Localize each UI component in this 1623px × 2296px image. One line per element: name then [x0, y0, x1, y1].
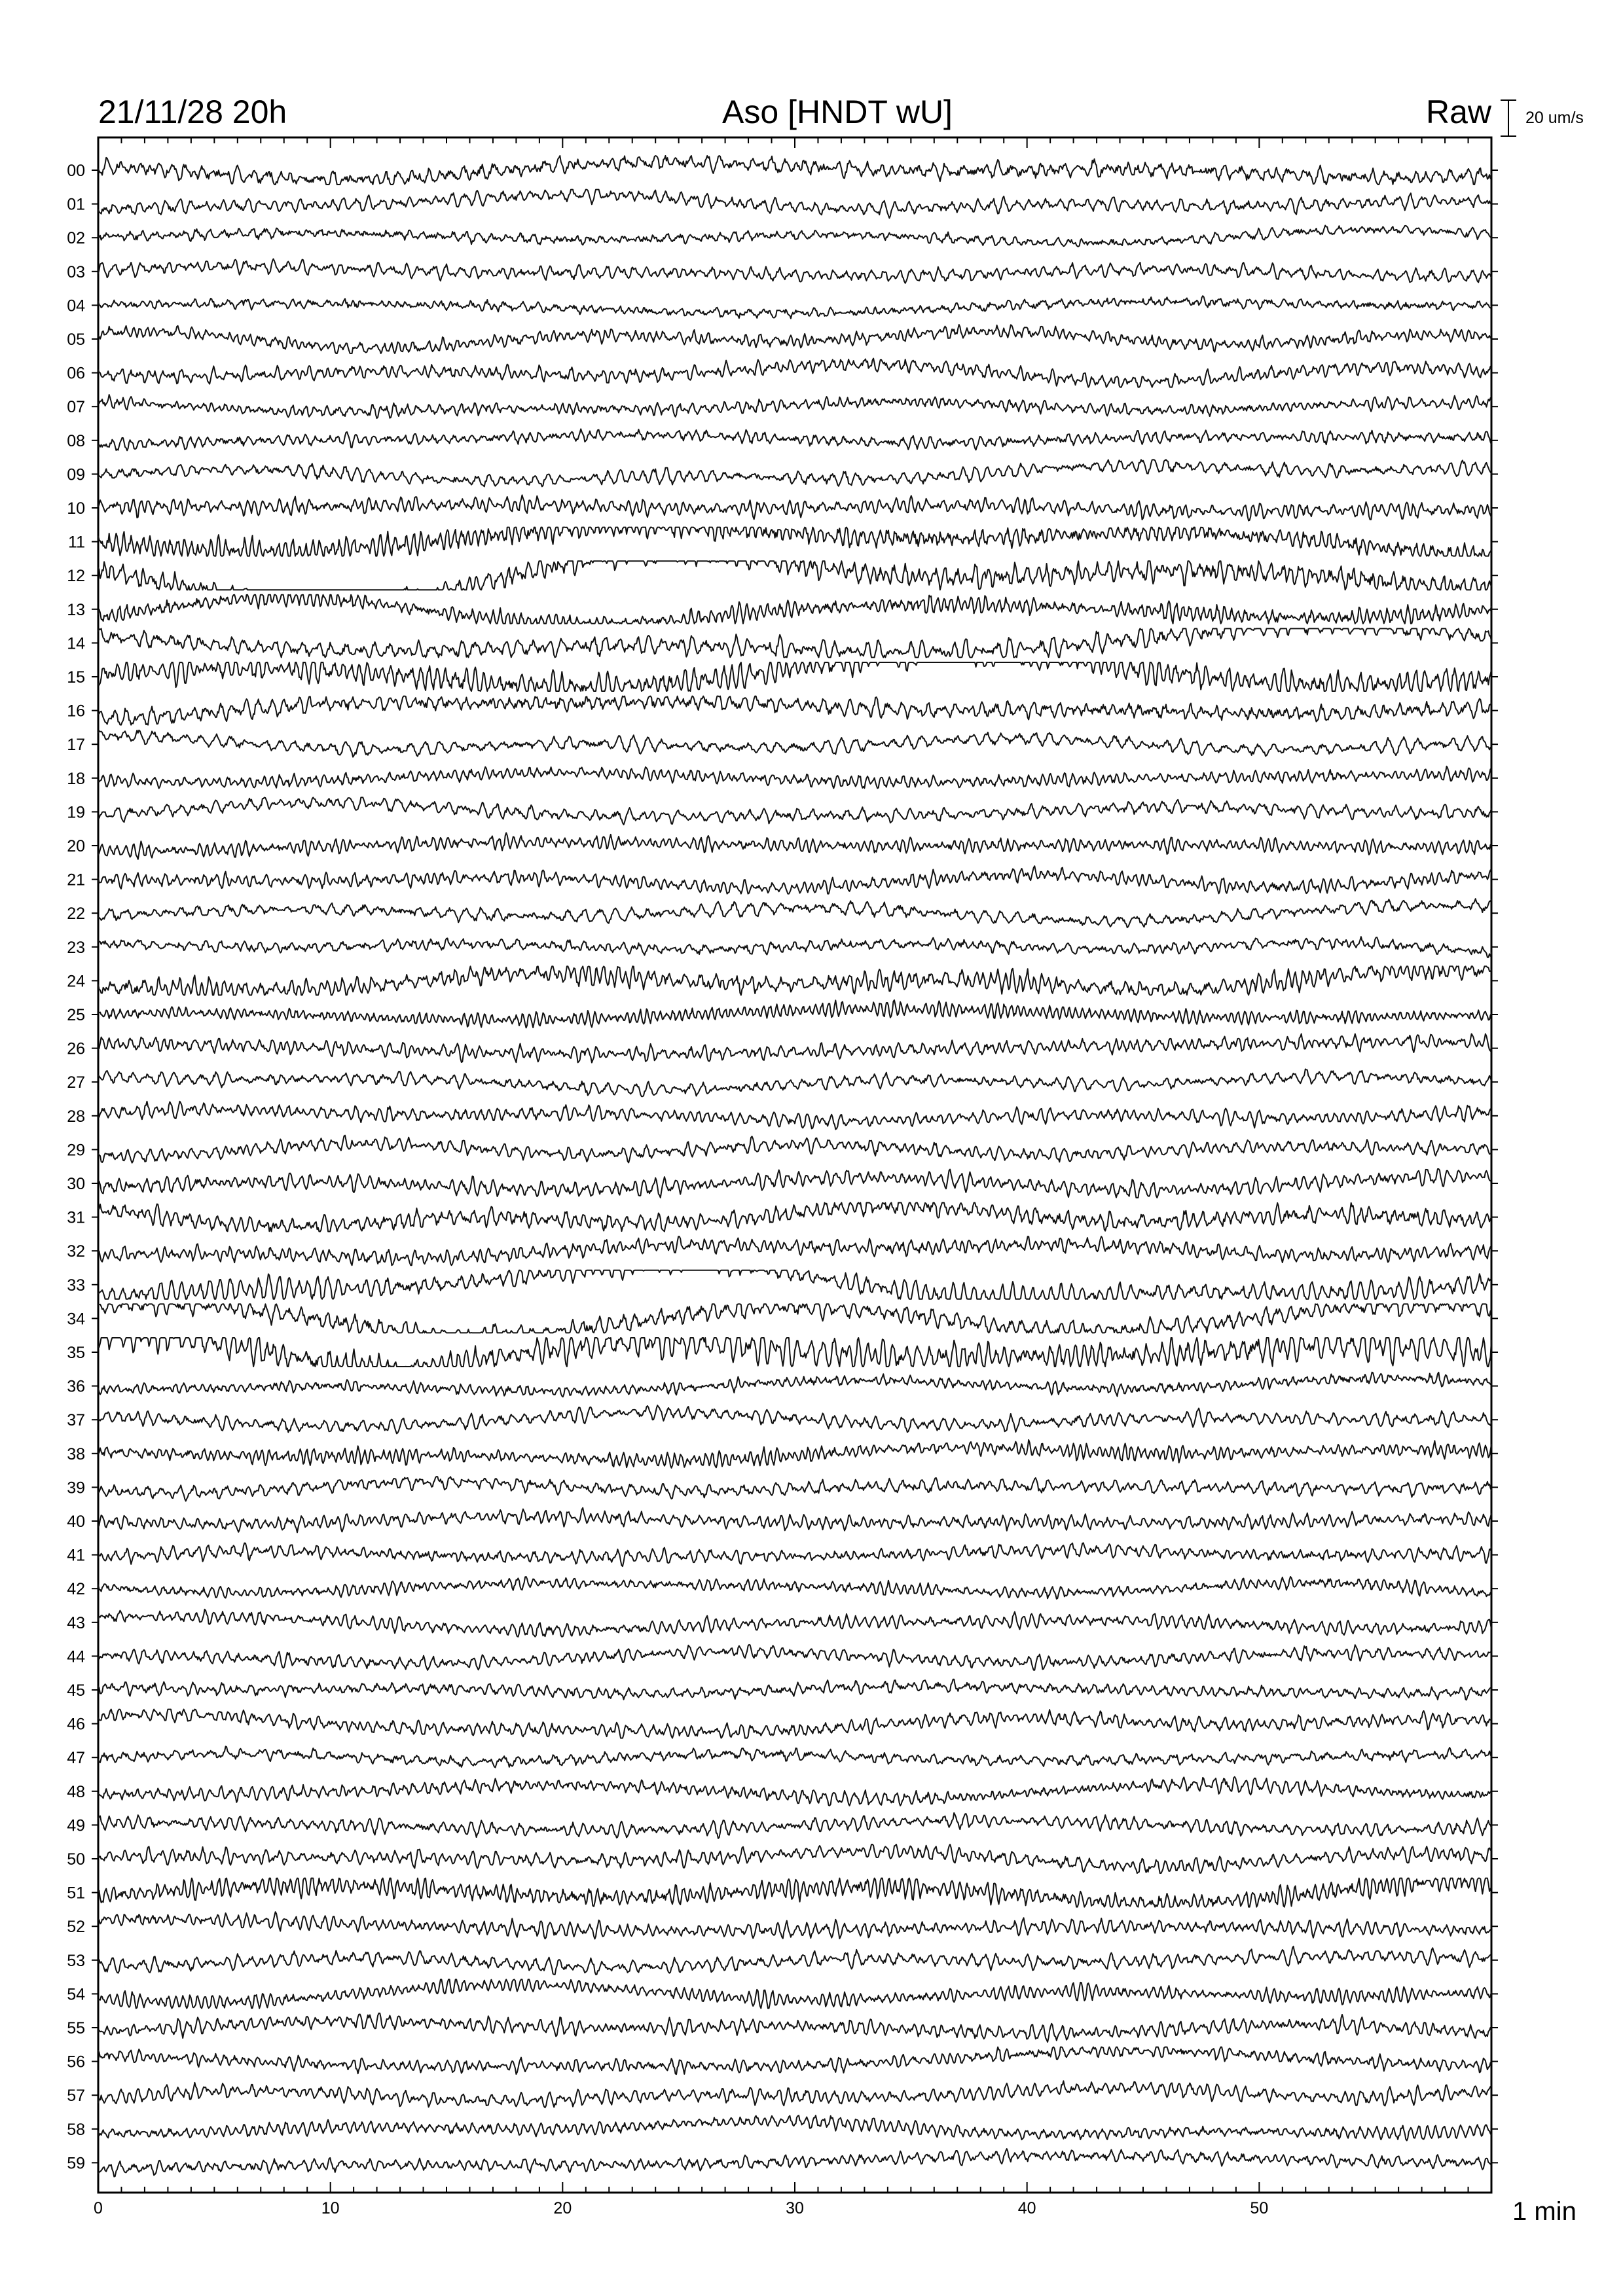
row-label-42: 42 — [67, 1580, 85, 1599]
row-label-59: 59 — [67, 2154, 85, 2173]
row-label-17: 17 — [67, 736, 85, 755]
trace-row-42 — [98, 1577, 1491, 1599]
row-label-13: 13 — [67, 600, 85, 619]
trace-row-06 — [98, 359, 1491, 387]
trace-row-46 — [98, 1710, 1491, 1738]
row-label-07: 07 — [67, 398, 85, 417]
row-label-05: 05 — [67, 331, 85, 349]
row-label-30: 30 — [67, 1175, 85, 1193]
row-label-47: 47 — [67, 1749, 85, 1768]
row-label-19: 19 — [67, 803, 85, 822]
row-label-23: 23 — [67, 938, 85, 957]
row-label-26: 26 — [67, 1039, 85, 1058]
x-tick-label: 0 — [94, 2199, 103, 2217]
trace-row-22 — [98, 899, 1491, 927]
trace-row-05 — [98, 325, 1491, 353]
x-tick-label: 50 — [1250, 2199, 1269, 2217]
scale-bar — [1501, 100, 1584, 136]
row-label-21: 21 — [67, 870, 85, 889]
row-label-49: 49 — [67, 1816, 85, 1835]
trace-row-55 — [98, 2013, 1491, 2042]
trace-row-19 — [98, 797, 1491, 825]
row-label-27: 27 — [67, 1073, 85, 1092]
trace-row-09 — [98, 459, 1491, 486]
row-label-01: 01 — [67, 195, 85, 214]
trace-row-15 — [98, 662, 1491, 691]
row-label-54: 54 — [67, 1985, 85, 2004]
trace-row-17 — [98, 730, 1491, 757]
row-label-43: 43 — [67, 1613, 85, 1632]
trace-row-12 — [98, 561, 1491, 590]
trace-group — [98, 156, 1491, 2177]
x-tick-label: 10 — [321, 2199, 340, 2217]
row-label-36: 36 — [67, 1377, 85, 1396]
timestamp-label: 21/11/28 20h — [98, 94, 287, 130]
row-label-52: 52 — [67, 1918, 85, 1937]
trace-row-56 — [98, 2047, 1491, 2075]
row-label-06: 06 — [67, 364, 85, 383]
trace-row-59 — [98, 2149, 1491, 2177]
row-label-44: 44 — [67, 1647, 85, 1666]
trace-row-28 — [98, 1102, 1491, 1130]
trace-row-53 — [98, 1946, 1491, 1975]
trace-row-21 — [98, 866, 1491, 893]
trace-row-31 — [98, 1203, 1491, 1232]
row-label-03: 03 — [67, 262, 85, 281]
trace-row-23 — [98, 937, 1491, 958]
row-label-00: 00 — [67, 162, 85, 180]
row-label-50: 50 — [67, 1850, 85, 1869]
trace-row-35 — [98, 1338, 1491, 1367]
row-label-04: 04 — [67, 296, 85, 315]
row-label-11: 11 — [68, 533, 85, 552]
row-label-20: 20 — [67, 837, 85, 855]
trace-row-51 — [98, 1878, 1491, 1907]
trace-row-49 — [98, 1813, 1491, 1839]
x-axis-unit-label: 1 min — [1512, 2197, 1577, 2226]
trace-row-43 — [98, 1609, 1491, 1637]
row-label-45: 45 — [67, 1681, 85, 1700]
trace-row-00 — [98, 156, 1491, 185]
station-title: Aso [HNDT wU] — [722, 94, 953, 130]
row-label-39: 39 — [67, 1479, 85, 1498]
row-label-58: 58 — [67, 2120, 85, 2139]
row-label-31: 31 — [67, 1208, 85, 1227]
trace-row-07 — [98, 395, 1491, 418]
row-label-22: 22 — [67, 905, 85, 924]
trace-row-54 — [98, 1979, 1491, 2008]
row-label-34: 34 — [67, 1310, 85, 1329]
mode-label: Raw — [1425, 94, 1491, 130]
trace-row-32 — [98, 1236, 1491, 1265]
trace-row-47 — [98, 1746, 1491, 1767]
trace-row-48 — [98, 1777, 1491, 1806]
trace-row-14 — [98, 628, 1491, 657]
trace-row-10 — [98, 495, 1491, 520]
row-label-53: 53 — [67, 1951, 85, 1970]
trace-row-20 — [98, 833, 1491, 859]
row-label-14: 14 — [67, 634, 85, 653]
trace-row-29 — [98, 1136, 1491, 1163]
trace-row-45 — [98, 1679, 1491, 1700]
trace-row-44 — [98, 1645, 1491, 1670]
row-label-12: 12 — [67, 567, 85, 586]
row-label-09: 09 — [67, 465, 85, 484]
scale-label: 20 um/s — [1525, 109, 1584, 127]
trace-row-33 — [98, 1270, 1491, 1299]
row-label-41: 41 — [67, 1546, 85, 1565]
x-tick-label: 30 — [786, 2199, 804, 2217]
trace-row-26 — [98, 1034, 1491, 1063]
row-label-25: 25 — [67, 1006, 85, 1024]
trace-row-40 — [98, 1508, 1491, 1533]
row-label-10: 10 — [67, 499, 85, 518]
trace-row-36 — [98, 1372, 1491, 1397]
trace-row-18 — [98, 766, 1491, 789]
row-label-18: 18 — [67, 769, 85, 788]
row-label-29: 29 — [67, 1141, 85, 1160]
trace-row-39 — [98, 1477, 1491, 1501]
row-label-15: 15 — [67, 668, 85, 687]
trace-row-25 — [98, 1000, 1491, 1028]
trace-row-04 — [98, 296, 1491, 319]
trace-row-52 — [98, 1912, 1491, 1939]
trace-row-37 — [98, 1405, 1491, 1433]
row-label-40: 40 — [67, 1513, 85, 1531]
trace-row-30 — [98, 1169, 1491, 1198]
trace-row-08 — [98, 429, 1491, 450]
row-label-35: 35 — [67, 1344, 85, 1362]
row-label-38: 38 — [67, 1444, 85, 1463]
trace-row-03 — [98, 259, 1491, 283]
trace-row-11 — [98, 528, 1491, 556]
row-label-56: 56 — [67, 2053, 85, 2072]
trace-row-38 — [98, 1440, 1491, 1468]
trace-row-34 — [98, 1304, 1491, 1333]
row-label-24: 24 — [67, 972, 85, 991]
row-label-46: 46 — [67, 1715, 85, 1734]
trace-row-01 — [98, 190, 1491, 219]
row-label-57: 57 — [67, 2087, 85, 2106]
row-label-16: 16 — [67, 702, 85, 721]
trace-row-24 — [98, 966, 1491, 995]
row-label-51: 51 — [67, 1884, 85, 1903]
trace-row-57 — [98, 2081, 1491, 2108]
row-label-02: 02 — [67, 229, 85, 248]
trace-row-27 — [98, 1069, 1491, 1096]
x-tick-label: 20 — [553, 2199, 572, 2217]
row-label-33: 33 — [67, 1276, 85, 1295]
row-label-group — [67, 162, 1498, 2172]
row-label-55: 55 — [67, 2019, 85, 2037]
trace-row-58 — [98, 2115, 1491, 2140]
x-tick-label: 40 — [1017, 2199, 1036, 2217]
trace-row-13 — [98, 595, 1491, 624]
trace-row-02 — [98, 226, 1491, 247]
row-label-48: 48 — [67, 1782, 85, 1801]
row-label-37: 37 — [67, 1411, 85, 1430]
row-label-28: 28 — [67, 1107, 85, 1126]
trace-row-41 — [98, 1543, 1491, 1566]
row-label-32: 32 — [67, 1242, 85, 1261]
trace-row-16 — [98, 696, 1491, 725]
trace-row-50 — [98, 1844, 1491, 1873]
row-label-08: 08 — [67, 431, 85, 450]
